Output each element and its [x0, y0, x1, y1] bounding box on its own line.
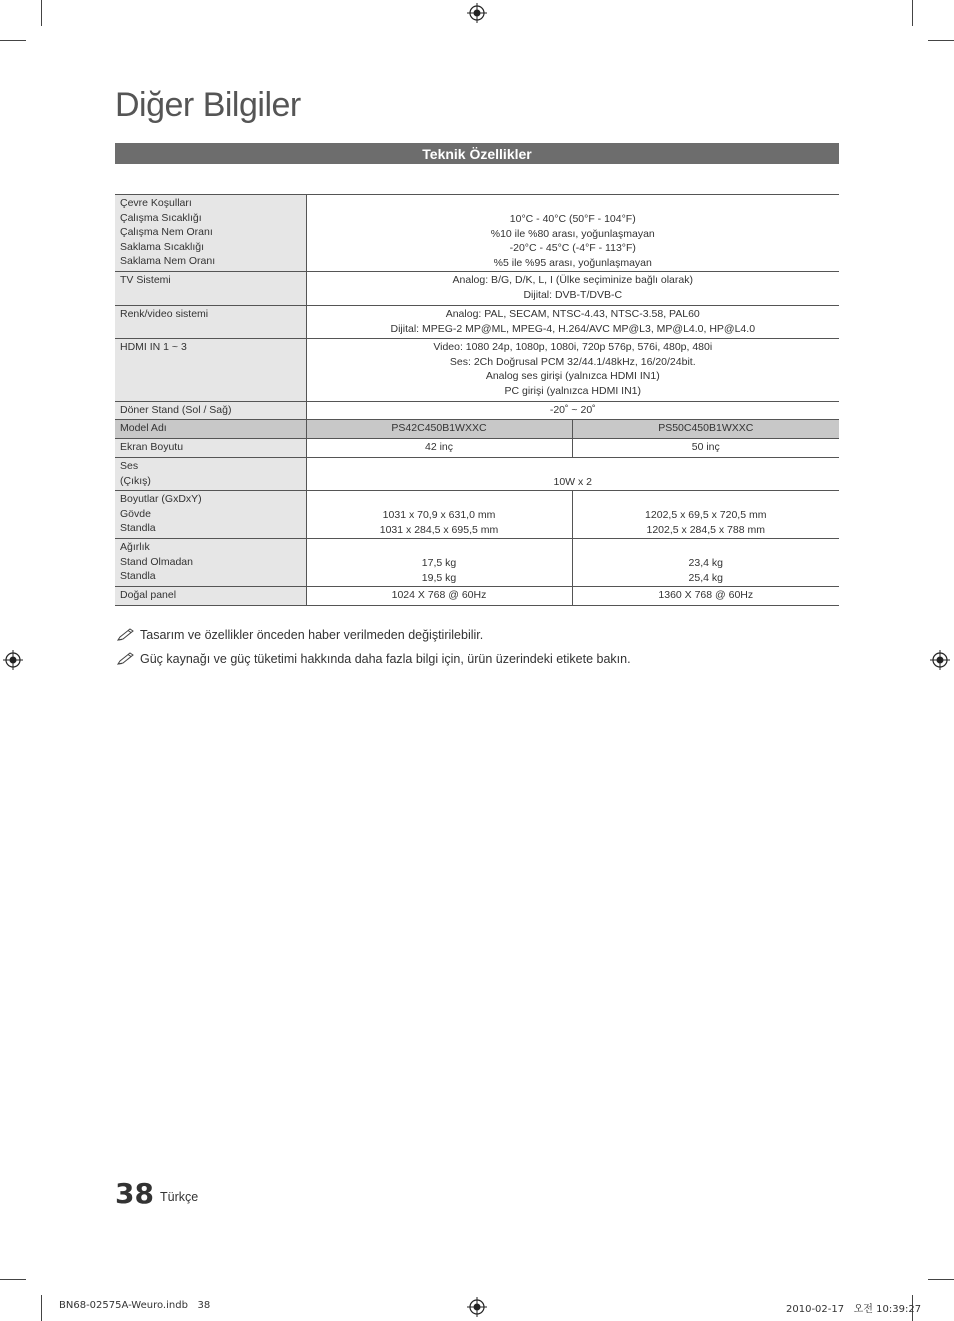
pencil-note-icon [116, 628, 134, 642]
value-line: 23,4 kg [688, 557, 723, 569]
row-value [306, 272, 839, 306]
crop-mark [41, 1295, 42, 1321]
row-value [306, 195, 839, 272]
value-line: Dijital: DVB-T/DVB-C [523, 288, 623, 301]
model-b [572, 420, 839, 439]
label-line: Saklama Nem Oranı [120, 255, 216, 267]
value-line: 1024 X 768 @ 60Hz [391, 589, 487, 601]
value-line: %10 ile %80 arası, yoğunlaşmayan [490, 227, 655, 240]
label-line: Çalışma Nem Oranı [120, 226, 213, 238]
value-line: PS50C450B1WXXC [658, 422, 754, 434]
model-a [306, 420, 572, 439]
dimensions-b [572, 491, 839, 539]
pencil-note-icon [116, 652, 134, 666]
page-language: Türkçe [160, 1190, 199, 1204]
table-row [115, 402, 839, 420]
table-row [115, 339, 839, 402]
table-row [115, 458, 839, 491]
label-line: Renk/video sistemi [120, 308, 209, 320]
row-label [115, 420, 306, 439]
label-line: Standla [120, 570, 156, 582]
note-text: Güç kaynağı ve güç tüketimi hakkında daha fazla bilgi için, ürün üzerindeki etikete bakın. [140, 652, 631, 666]
table-row [115, 439, 839, 458]
spec-table [115, 194, 839, 606]
value-line: -20˚ ~ 20˚ [549, 404, 596, 416]
value-line: Analog: B/G, D/K, L, I (Ülke seçiminize bağlı olarak) [452, 274, 693, 286]
value-line: 1360 X 768 @ 60Hz [658, 589, 754, 601]
label-line: Boyutlar (GxDxY) [120, 493, 202, 505]
value-line: Dijital: MPEG-2 MP@ML, MPEG-4, H.264/AVC MP@L3, MP@L4.0, HP@L4.0 [390, 322, 756, 335]
value-line: -20°C - 45°C (-4°F - 113°F) [509, 242, 636, 254]
registration-mark-icon [467, 1297, 487, 1317]
row-label [115, 587, 306, 606]
label-line: Çevre Koşulları [120, 197, 192, 209]
value-line: 25,4 kg [688, 571, 723, 584]
value-line: Analog: PAL, SECAM, NTSC-4.43, NTSC-3.58, PAL60 [445, 308, 700, 320]
row-label [115, 306, 306, 339]
label-line: (Çıkış) [120, 474, 151, 487]
label-line: HDMI IN 1 ~ 3 [120, 341, 187, 353]
row-label [115, 272, 306, 306]
footer-file: BN68-02575A-Weuro.indb 38 [59, 1300, 211, 1311]
row-value [306, 402, 839, 420]
table-row [115, 420, 839, 439]
table-row [115, 272, 839, 306]
value-line: 42 inç [424, 441, 454, 453]
label-line: Ses [120, 460, 139, 472]
note-text: Tasarım ve özellikler önceden haber verilmeden değiştirilebilir. [140, 628, 484, 642]
value-line: 10°C - 40°C (50°F - 104°F) [509, 213, 636, 225]
dimensions-a [306, 491, 572, 539]
value-line: 1202,5 x 69,5 x 720,5 mm [645, 509, 767, 521]
value-line: 1031 x 284,5 x 695,5 mm [379, 523, 499, 536]
table-row [115, 491, 839, 539]
value-line: 10W x 2 [553, 475, 593, 488]
value-line: Analog ses girişi (yalnızca HDMI IN1) [485, 370, 660, 382]
row-label [115, 491, 306, 539]
row-value [306, 339, 839, 402]
registration-mark-icon [467, 3, 487, 23]
value-line: PC girişi (yalnızca HDMI IN1) [504, 384, 642, 397]
crop-mark [912, 0, 913, 26]
crop-mark [41, 0, 42, 26]
note [116, 628, 483, 642]
table-row [115, 539, 839, 587]
row-label [115, 458, 306, 491]
table-row [115, 306, 839, 339]
page-number: 38 [115, 1177, 154, 1210]
label-line: Ekran Boyutu [120, 441, 184, 453]
value-line: 1031 x 70,9 x 631,0 mm [382, 509, 496, 521]
screen-a [306, 439, 572, 458]
table-row [115, 587, 839, 606]
value-line: PS42C450B1WXXC [391, 422, 487, 434]
value-line: %5 ile %95 arası, yoğunlaşmayan [493, 256, 652, 269]
crop-mark [0, 1279, 26, 1280]
row-label [115, 439, 306, 458]
row-label [115, 339, 306, 402]
crop-mark [928, 40, 954, 41]
label-line: Döner Stand (Sol / Sağ) [120, 404, 232, 416]
weight-b [572, 539, 839, 587]
value-line: Ses: 2Ch Doğrusal PCM 32/44.1/48kHz, 16/20/24bit. [449, 355, 696, 368]
screen-b [572, 439, 839, 458]
note [116, 652, 631, 666]
value-line: 19,5 kg [421, 571, 457, 584]
value-line: Video: 1080 24p, 1080p, 1080i, 720p 576p, 576i, 480p, 480i [433, 341, 713, 353]
section-title: Teknik Özellikler [115, 143, 839, 164]
table-row [115, 195, 839, 272]
label-line: Ağırlık [120, 541, 150, 553]
page-title: Diğer Bilgiler [115, 86, 301, 124]
panel-b [572, 587, 839, 606]
weight-a [306, 539, 572, 587]
label-line: Stand Olmadan [120, 555, 193, 568]
row-label [115, 402, 306, 420]
label-line: Gövde [120, 507, 151, 520]
row-value [306, 306, 839, 339]
label-line: Standla [120, 522, 156, 534]
row-label [115, 539, 306, 587]
label-line: Çalışma Sıcaklığı [120, 211, 202, 224]
label-line: Saklama Sıcaklığı [120, 240, 205, 253]
panel-a [306, 587, 572, 606]
value-line: 1202,5 x 284,5 x 788 mm [646, 523, 765, 536]
value-line: 50 inç [691, 441, 720, 453]
crop-mark [928, 1279, 954, 1280]
registration-mark-icon [930, 650, 950, 670]
label-line: Model Adı [120, 422, 167, 434]
label-line: TV Sistemi [120, 274, 171, 286]
value-line: 17,5 kg [421, 557, 457, 569]
row-label [115, 195, 306, 272]
registration-mark-icon [3, 650, 23, 670]
label-line: Doğal panel [120, 589, 177, 601]
footer-datetime: 2010-02-17 오전 10:39:27 [786, 1304, 922, 1315]
row-value [306, 458, 839, 491]
crop-mark [0, 40, 26, 41]
